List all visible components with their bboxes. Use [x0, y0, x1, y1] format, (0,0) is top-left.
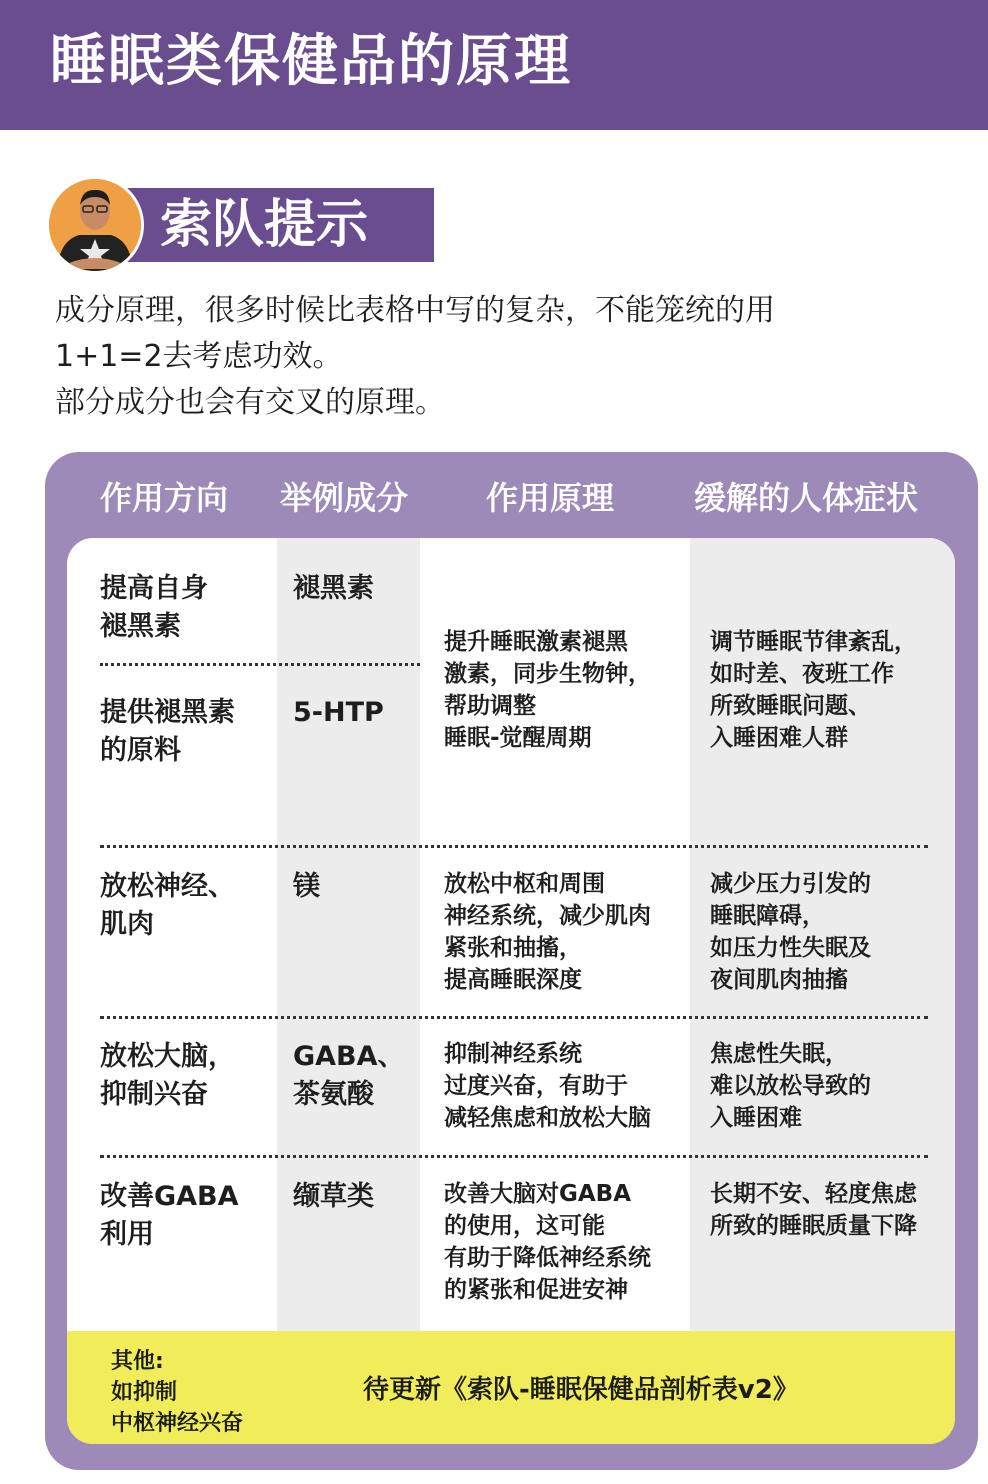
mechanism-cell [444, 868, 651, 996]
mechanism-cell [444, 1178, 651, 1306]
symptoms-line: 长期不安、轻度焦虑 [710, 1181, 917, 1207]
mechanism-line: 的紧张和促进安神 [444, 1277, 628, 1303]
ingredient-cell [293, 1038, 405, 1114]
mechanism-line: 激素，同步生物钟， [444, 661, 651, 687]
direction-cell: 利用 [100, 1219, 154, 1250]
mechanism-line: 神经系统，减少肌肉 [444, 903, 651, 929]
symptoms-line: 如压力性失眠及 [710, 935, 871, 961]
symptoms-line: 入睡困难 [710, 1105, 802, 1131]
avatar [46, 176, 144, 274]
mechanism-cell [444, 1038, 651, 1134]
row-divider [100, 845, 928, 848]
tip-line: 部分成分也会有交叉的原理。 [55, 385, 445, 420]
tip-text [55, 288, 935, 426]
symptoms-line: 调节睡眠节律紊乱， [710, 629, 917, 655]
direction-cell: 提高自身 [100, 573, 208, 604]
direction-cell: 提供褪黑素 [100, 697, 235, 728]
header-symptoms: 缓解的人体症状 [694, 479, 919, 517]
symptoms-line: 难以放松导致的 [710, 1073, 871, 1099]
mechanism-line: 提高睡眠深度 [444, 967, 582, 993]
footer-line: 如抑制 [111, 1380, 178, 1405]
direction-cell: 抑制兴奋 [100, 1079, 208, 1110]
footer-pending-note: 待更新《索队-睡眠保健品剖析表v2》 [363, 1375, 799, 1405]
table-row [100, 1038, 235, 1114]
mechanism-line: 放松中枢和周围 [444, 871, 605, 897]
table-body [67, 538, 955, 1444]
table-row [100, 694, 235, 770]
header-mechanism: 作用原理 [486, 479, 615, 517]
symptoms-cell [710, 1038, 871, 1134]
ingredient-cell: 褪黑素 [293, 573, 374, 604]
table-row [100, 868, 235, 944]
footer-line: 中枢神经兴奋 [111, 1411, 244, 1436]
ingredient-cell: 5-HTP [293, 697, 384, 728]
mechanism-line: 过度兴奋，有助于 [444, 1073, 628, 1099]
row-divider [100, 1016, 928, 1019]
direction-cell: 褪黑素 [100, 611, 181, 642]
row-divider [100, 663, 420, 666]
footer-other [111, 1346, 243, 1439]
mechanism-line: 有助于降低神经系统 [444, 1245, 651, 1271]
direction-cell: 放松神经、 [100, 871, 235, 902]
tip-line: 成分原理，很多时候比表格中写的复杂，不能笼统的用 [55, 293, 775, 328]
ingredient-line: GABA、 [293, 1041, 405, 1072]
mechanism-line: 减轻焦虑和放松大脑 [444, 1105, 651, 1131]
symptoms-cell [710, 626, 917, 754]
page-title: 睡眠类保健品的原理 [50, 29, 572, 94]
header-ingredient: 举例成分 [280, 479, 409, 517]
symptoms-cell [710, 868, 871, 996]
mechanism-line: 的使用，这可能 [444, 1213, 605, 1239]
direction-cell: 改善GABA [100, 1181, 239, 1212]
mechanism-line: 抑制神经系统 [444, 1041, 582, 1067]
mechanism-line: 帮助调整 [444, 693, 536, 719]
tip-line: 1+1=2去考虑功效。 [55, 339, 343, 374]
tip-label: 索队提示 [160, 195, 369, 255]
symptoms-line: 减少压力引发的 [710, 871, 871, 897]
symptoms-line: 如时差、夜班工作 [710, 661, 894, 687]
ingredient-line: 茶氨酸 [293, 1079, 374, 1110]
direction-cell: 肌肉 [100, 909, 154, 940]
mechanism-line: 提升睡眠激素褪黑 [444, 629, 628, 655]
footer-line: 其他: [111, 1349, 164, 1374]
direction-cell: 的原料 [100, 735, 181, 766]
header-direction: 作用方向 [100, 479, 229, 517]
mechanism-line: 改善大脑对GABA [444, 1181, 632, 1207]
ingredient-cell: 镁 [293, 871, 320, 902]
mechanism-cell [444, 626, 651, 754]
symptoms-cell [710, 1178, 917, 1242]
mechanism-line: 紧张和抽搐， [444, 935, 582, 961]
symptoms-line: 睡眠障碍， [710, 903, 825, 929]
direction-cell: 放松大脑， [100, 1041, 235, 1072]
ingredient-cell: 缬草类 [293, 1181, 374, 1212]
row-divider [100, 1155, 928, 1158]
symptoms-line: 入睡困难人群 [710, 725, 848, 751]
mechanism-line: 睡眠-觉醒周期 [444, 725, 592, 751]
symptoms-line: 所致的睡眠质量下降 [710, 1213, 917, 1239]
symptoms-line: 所致睡眠问题、 [710, 693, 871, 719]
table-row [100, 570, 208, 646]
symptoms-line: 夜间肌肉抽搐 [710, 967, 848, 993]
table-row [100, 1178, 239, 1254]
symptoms-line: 焦虑性失眠， [710, 1041, 848, 1067]
